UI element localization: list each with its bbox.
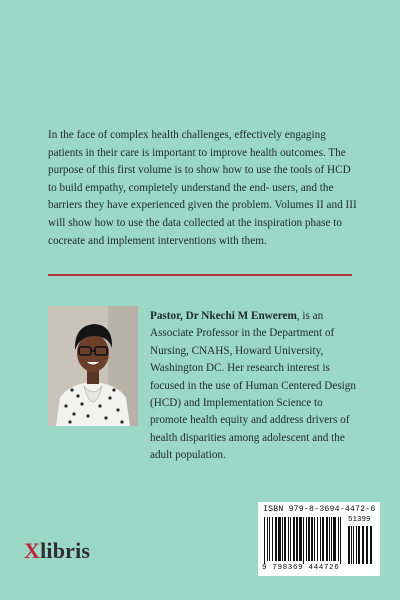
barcode-bar <box>303 517 304 564</box>
barcode-ean-digits: 9 798369 444726 <box>262 564 340 572</box>
barcode-bar <box>322 517 324 561</box>
barcode-bar <box>340 517 341 564</box>
barcode-bars <box>264 517 374 565</box>
barcode-bar <box>326 517 328 561</box>
back-cover-blurb: In the face of complex health challenges, effectively engaging patients in their care is important to improve health outcomes. The purpose of this first volume is to show how to use the tools of HCD to build empathy, completely understand the end- users, and the barriers they have experienced given the problem. Volumes II and III will show how to use the data collected at the inspiration phase to cocreate and implement interventions with them. <box>48 129 357 247</box>
barcode-bar <box>290 517 291 561</box>
barcode-bar <box>272 517 273 561</box>
author-bio <box>150 308 362 465</box>
barcode-bar <box>333 517 336 561</box>
barcode-addon-bar <box>358 526 360 564</box>
publisher-logo <box>24 538 90 564</box>
barcode-addon-bar <box>353 526 354 564</box>
barcode-bar <box>317 517 318 561</box>
barcode-addon-digits: 51399 <box>348 516 371 524</box>
isbn-barcode <box>258 502 380 576</box>
author-photo <box>48 306 138 426</box>
author-bio-text: , is an Associate Professor in the Department of Nursing, CNAHS, Howard University, Washington DC. Her research interest is focused in the use of Human Centered Design (HCD) and Implementation Science to promote health equity and address drivers of health disparities among adolescent and the adult population. <box>150 310 356 462</box>
barcode-bar <box>282 517 283 561</box>
author-name: Pastor, Dr Nkechi M Enwerem <box>150 310 297 322</box>
barcode-bar <box>338 517 339 561</box>
barcode-addon-bar <box>348 526 350 564</box>
barcode-bar <box>320 517 321 561</box>
barcode-bar <box>306 517 307 561</box>
barcode-bar <box>278 517 281 561</box>
barcode-bar <box>269 517 270 561</box>
divider-line <box>48 274 352 276</box>
barcode-addon-bar <box>351 526 352 564</box>
barcode-addon-bar <box>370 526 372 564</box>
barcode-bar <box>267 517 268 561</box>
barcode-bar <box>308 517 310 561</box>
barcode-bar <box>288 517 289 561</box>
barcode-bar <box>299 517 302 561</box>
author-portrait-illustration <box>48 306 138 426</box>
barcode-bar <box>331 517 332 561</box>
isbn-text: ISBN 979-8-3694-4472-6 <box>263 505 376 514</box>
barcode-addon-bar <box>362 526 364 564</box>
barcode-bar <box>275 517 277 561</box>
barcode-bar <box>314 517 315 561</box>
publisher-logo-rest: libris <box>40 538 91 563</box>
barcode-bar <box>296 517 298 561</box>
barcode-bar <box>311 517 313 561</box>
barcode-bar <box>264 517 265 564</box>
publisher-logo-x: X <box>24 538 41 563</box>
barcode-bar <box>293 517 295 561</box>
barcode-addon-bar <box>356 526 357 564</box>
barcode-bar <box>284 517 286 561</box>
barcode-bar <box>329 517 330 561</box>
barcode-addon-bar <box>366 526 368 564</box>
